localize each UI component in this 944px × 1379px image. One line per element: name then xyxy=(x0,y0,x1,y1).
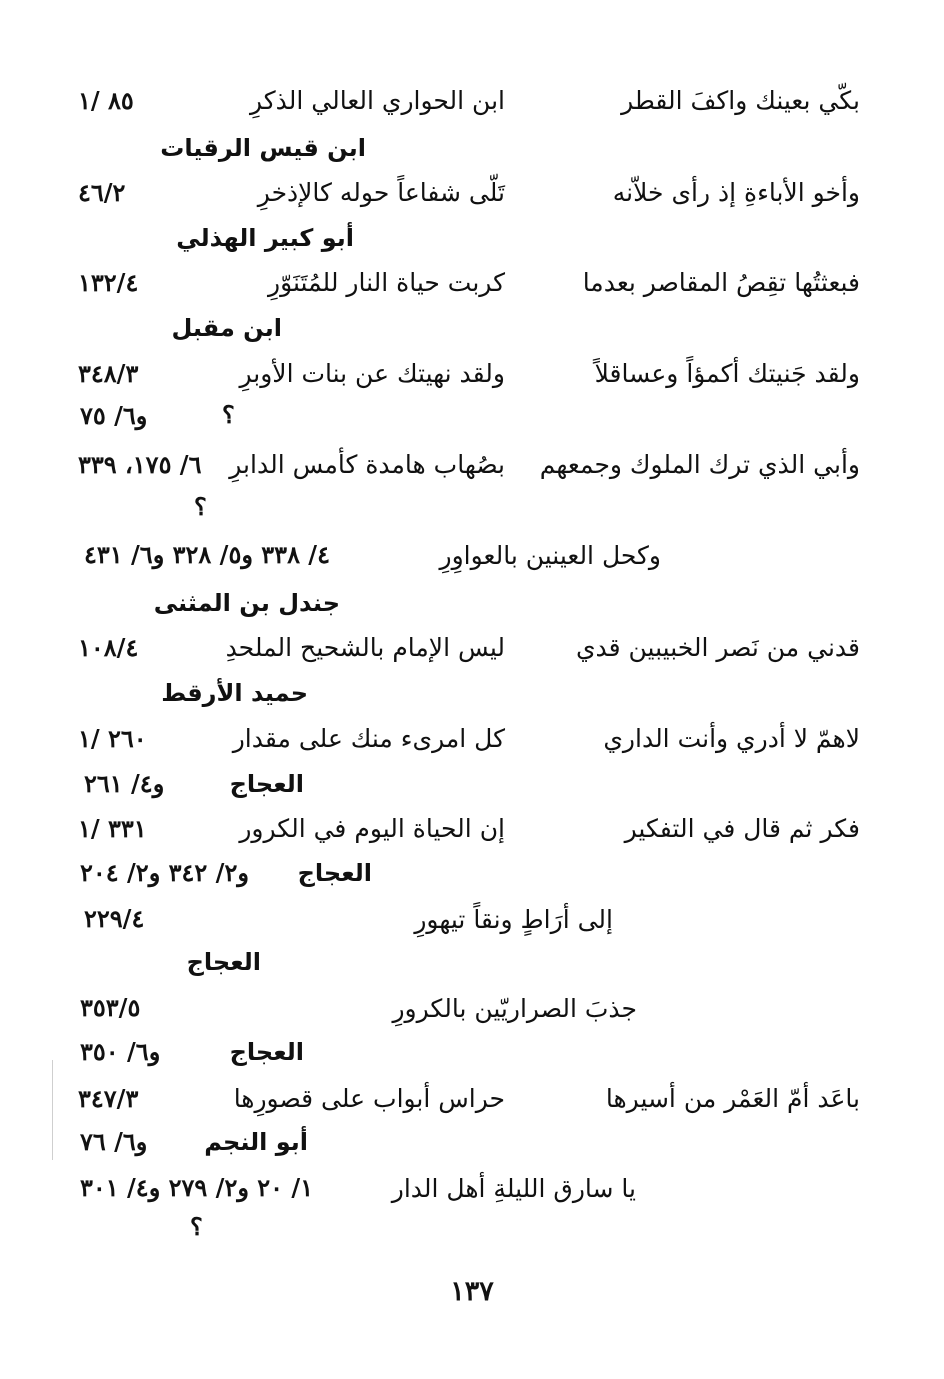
verse-first-hemistich: قدني من نَصر الخبيبين قدي xyxy=(575,633,860,662)
poet-name: ابن مقبل xyxy=(171,314,282,342)
verse-reference-continued: و٢/ ٣٤٢ و٢/ ٢٠٤ xyxy=(80,858,249,887)
unattributed-mark: ؟ xyxy=(222,400,235,429)
verse-first-hemistich: بكّي بعينك واكفَ القطر xyxy=(621,86,860,115)
verse-first-hemistich: فبعثتُها تقِصُ المقاصر بعدما xyxy=(582,268,860,297)
poet-name: جندل بن المثنى xyxy=(153,589,340,617)
verse-single-line: يا سارق الليلةِ أهل الدار xyxy=(391,1174,636,1203)
poet-name: ابن قيس الرقيات xyxy=(160,134,366,162)
verse-reference: ٢٢٩/٤ xyxy=(84,904,145,933)
verse-single-line: إلى أرَاطٍ ونقاً تيهورِ xyxy=(414,905,613,934)
poet-name: حميد الأرقط xyxy=(161,679,308,707)
verse-second-hemistich: ابن الحواري العالي الذكرِ xyxy=(249,86,505,115)
verse-reference: ١٠٨/٤ xyxy=(78,633,139,662)
verse-first-hemistich: باعَد أمّ العَمْر من أسيرها xyxy=(605,1084,860,1113)
verse-reference-continued: و٦/ ٧٥ xyxy=(80,401,148,430)
verse-second-hemistich: كربت حياة النار للمُتَنَوّرِ xyxy=(268,268,505,297)
verse-line xyxy=(70,353,860,395)
verse-reference-continued: و٦/ ٧٦ xyxy=(80,1127,148,1156)
poet-name: أبو كبير الهذلي xyxy=(176,224,354,252)
verse-reference: ٤/ ٣٣٨ و٥/ ٣٢٨ و٦/ ٤٣١ xyxy=(84,540,330,569)
verse-reference: ٦/ ١٧٥، ٣٣٩ xyxy=(78,450,202,479)
verse-reference: ٨٥ /١ xyxy=(78,86,134,115)
verse-first-hemistich: وأبي الذي ترك الملوك وجمعهم xyxy=(539,450,860,479)
verse-first-hemistich: ولقد جَنيتك أكمؤاً وعساقلاً xyxy=(594,359,860,388)
unattributed-mark: ؟ xyxy=(190,1212,203,1241)
verse-second-hemistich: بصُهاب هامدة كأمس الدابرِ xyxy=(229,450,505,479)
verse-single-line: جذبَ الصراريّين بالكرورِ xyxy=(392,994,637,1023)
verse-first-hemistich: لاهمّ لا أدري وأنت الداري xyxy=(603,724,860,753)
verse-second-hemistich: حراس أبواب على قصورِها xyxy=(233,1084,505,1113)
verse-line xyxy=(70,172,860,214)
verse-second-hemistich: كل امرىء منك على مقدار xyxy=(232,724,505,753)
verse-single-line: وكحل العينين بالعواوِرِ xyxy=(439,541,661,570)
page-edge-shadow xyxy=(52,1060,53,1160)
unattributed-mark: ؟ xyxy=(194,492,207,521)
verse-reference-continued: و٤/ ٢٦١ xyxy=(84,769,165,798)
verse-line xyxy=(70,627,860,669)
verse-reference: ١٣٢/٤ xyxy=(78,268,139,297)
verse-line xyxy=(70,262,860,304)
verse-reference: ٣٤٧/٣ xyxy=(78,1084,139,1113)
verse-reference: ٤٦/٢ xyxy=(78,178,126,207)
verse-second-hemistich: ولقد نهيتك عن بنات الأوبرِ xyxy=(239,359,505,388)
poet-name: العجاج xyxy=(229,770,304,798)
verse-second-hemistich: ليس الإمام بالشحيح الملحدِ xyxy=(225,633,505,662)
verse-line xyxy=(70,808,860,850)
poet-name: العجاج xyxy=(297,859,372,887)
verse-second-hemistich: إن الحياة اليوم في الكرور xyxy=(239,814,505,843)
verse-line xyxy=(70,80,860,122)
verse-reference: ١/ ٢٠ و٢/ ٢٧٩ و٤/ ٣٠١ xyxy=(80,1173,314,1202)
verse-line xyxy=(70,444,860,486)
verse-reference: ٣٥٣/٥ xyxy=(80,993,141,1022)
verse-first-hemistich: فكر ثم قال في التفكير xyxy=(624,814,860,843)
verse-reference-continued: و٦/ ٣٥٠ xyxy=(80,1037,161,1066)
verse-reference: ٣٣١ /١ xyxy=(78,814,147,843)
verse-first-hemistich: وأخو الأباءةِ إذ رأى خلاّنه xyxy=(612,178,860,207)
page-number: ١٣٧ xyxy=(450,1276,494,1307)
poet-name: أبو النجم xyxy=(204,1128,308,1156)
poet-name: العجاج xyxy=(229,1038,304,1066)
poet-name: العجاج xyxy=(186,948,261,976)
verse-reference: ٢٦٠ /١ xyxy=(78,724,147,753)
verse-line xyxy=(70,1078,860,1120)
verse-line xyxy=(70,718,860,760)
verse-second-hemistich: تَلّى شفاعاً حوله كالإذخرِ xyxy=(257,178,505,207)
verse-reference: ٣٤٨/٣ xyxy=(78,359,139,388)
